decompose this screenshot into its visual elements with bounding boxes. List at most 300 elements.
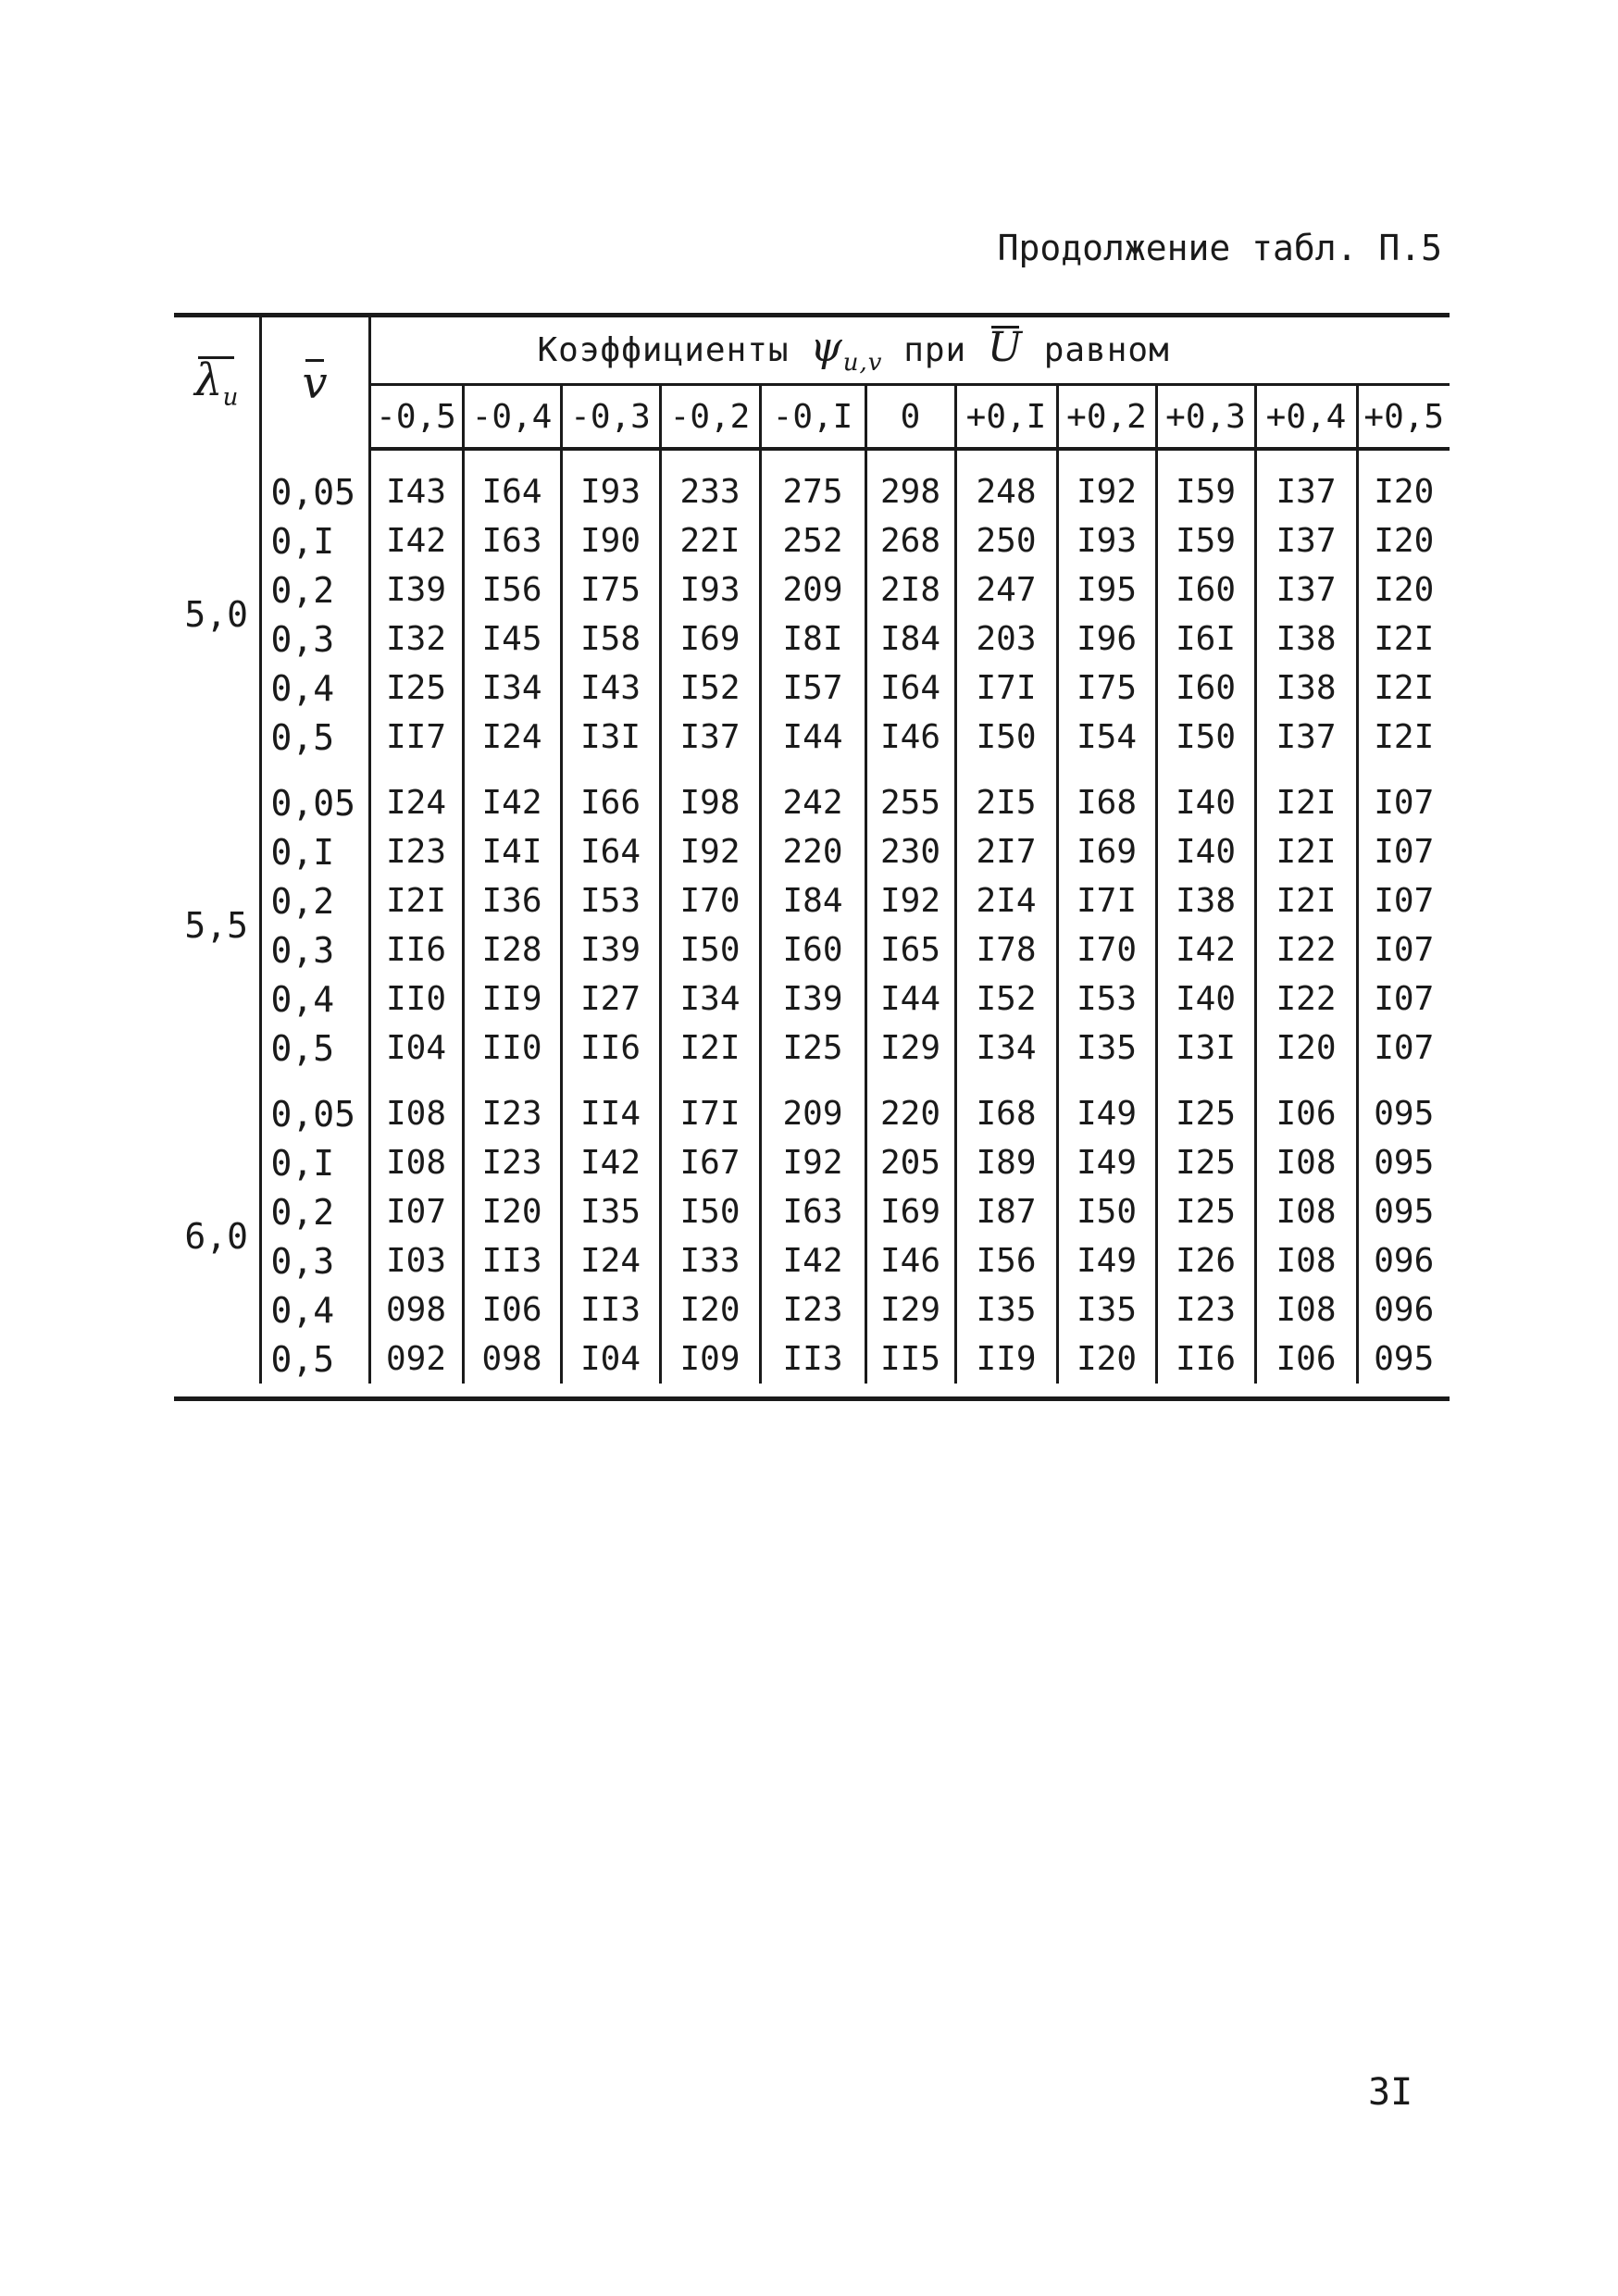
coefficient-cell: I46 — [865, 713, 955, 762]
spacer-cell — [1057, 449, 1156, 467]
coefficient-cell: I38 — [1255, 614, 1357, 664]
table-row — [174, 1285, 1450, 1334]
spacer-cell — [865, 1073, 955, 1089]
spacer-cell — [561, 449, 660, 467]
spacer-cell — [760, 1073, 865, 1089]
spacer-cell — [865, 449, 955, 467]
coefficient-cell: I23 — [1156, 1285, 1255, 1334]
coefficient-cell: I92 — [1057, 467, 1156, 516]
coefficient-cell: I42 — [760, 1236, 865, 1285]
coefficient-cell: I2I — [1374, 669, 1435, 707]
coefficient-cell: I25 — [369, 664, 463, 713]
coefficient-cell: I25 — [1156, 1138, 1255, 1187]
coefficient-cell: I3I — [561, 713, 660, 762]
coefficient-cell: I39 — [561, 925, 660, 974]
u-symbol: U — [987, 323, 1023, 371]
coefficient-cell: 247 — [955, 565, 1057, 614]
coefficient-cell: I4I — [463, 827, 561, 876]
coefficient-cell: 230 — [865, 827, 955, 876]
coefficient-cell: I07 — [1374, 980, 1435, 1018]
spacer-cell — [1057, 762, 1156, 778]
spacer-cell — [174, 1073, 260, 1089]
spacer-cell — [463, 762, 561, 778]
coefficient-cell: II6 — [369, 925, 463, 974]
coefficient-cell: I49 — [1057, 1138, 1156, 1187]
v-value: 0,2 — [260, 565, 369, 614]
coefficient-cell: I35 — [561, 1187, 660, 1236]
coefficient-cell: I50 — [1156, 713, 1255, 762]
coefficient-cell: 242 — [760, 778, 865, 827]
table-row — [174, 1138, 1450, 1187]
spacer-cell — [660, 762, 760, 778]
lambda-header — [174, 316, 260, 449]
table-row — [174, 827, 1450, 876]
spacer-cell — [463, 449, 561, 467]
coefficient-cell: I04 — [561, 1334, 660, 1384]
coefficient-cell: I23 — [760, 1285, 865, 1334]
coefficient-cell: I6I — [1156, 614, 1255, 664]
spacer-cell — [174, 449, 260, 467]
coefficient-cell: I40 — [1156, 974, 1255, 1024]
coefficient-cell: 252 — [760, 516, 865, 565]
coefficient-cell: I43 — [369, 467, 463, 516]
coefficient-cell: I04 — [369, 1024, 463, 1073]
column-header: +0,3 — [1156, 385, 1255, 450]
coefficient-cell: 096 — [1374, 1242, 1435, 1280]
coefficient-cell: I25 — [760, 1024, 865, 1073]
coefficient-cell: II3 — [760, 1334, 865, 1384]
lambda-symbol: $\lambda_u$ — [194, 354, 239, 412]
coefficient-cell: 203 — [955, 614, 1057, 664]
coefficient-cell: I53 — [1057, 974, 1156, 1024]
column-header: +0,4 — [1255, 385, 1357, 450]
coefficient-cell: II9 — [463, 974, 561, 1024]
v-value: 0,5 — [260, 713, 369, 762]
coefficient-cell: I37 — [1255, 516, 1357, 565]
coefficient-cell: I92 — [760, 1138, 865, 1187]
coefficient-cell: 2I7 — [955, 827, 1057, 876]
coefficient-cell: II9 — [955, 1334, 1057, 1384]
coefficient-cell: I38 — [1156, 876, 1255, 925]
coefficient-cell: I3I — [1156, 1024, 1255, 1073]
table-row — [174, 713, 1450, 762]
table-row — [174, 1236, 1450, 1285]
coefficient-cell: I07 — [1374, 833, 1435, 871]
coefficient-cell: I08 — [1255, 1236, 1357, 1285]
coefficient-cell: I2I — [1374, 620, 1435, 658]
coefficient-cell: I07 — [369, 1187, 463, 1236]
spacer-cell — [955, 449, 1057, 467]
v-value: 0,3 — [260, 925, 369, 974]
column-header: -0,4 — [463, 385, 561, 450]
spacer-cell — [463, 1073, 561, 1089]
coefficient-cell: I59 — [1156, 516, 1255, 565]
coefficient-cell: I63 — [463, 516, 561, 565]
table-row — [174, 614, 1450, 664]
group-header-suffix: равном — [1043, 330, 1170, 369]
table-row — [174, 778, 1450, 827]
v-value: 0,05 — [260, 467, 369, 516]
table-row — [174, 876, 1450, 925]
coefficient-cell: I60 — [1156, 664, 1255, 713]
coefficient-cell: 209 — [760, 1089, 865, 1138]
lambda-value: 5,5 — [174, 778, 260, 1073]
table-caption: Продолжение табл. П.5 — [997, 228, 1442, 268]
coefficient-cell: I37 — [1255, 467, 1357, 516]
coefficient-cell: I75 — [561, 565, 660, 614]
spacer-cell — [1357, 1073, 1450, 1089]
coefficient-cell: I2I — [1255, 778, 1357, 827]
coefficient-cell: II4 — [561, 1089, 660, 1138]
coefficient-cell: I69 — [1057, 827, 1156, 876]
coefficient-cell: I44 — [760, 713, 865, 762]
v-value: 0,5 — [260, 1024, 369, 1073]
coefficient-cell: I64 — [463, 467, 561, 516]
coefficient-cell: I37 — [1255, 565, 1357, 614]
spacer-cell — [561, 1073, 660, 1089]
spacer-cell — [1357, 762, 1450, 778]
coefficient-cell: 220 — [760, 827, 865, 876]
v-value: 0,4 — [260, 974, 369, 1024]
column-header: 0 — [865, 385, 955, 450]
coefficient-cell: I93 — [561, 467, 660, 516]
coefficient-cell: 220 — [865, 1089, 955, 1138]
coefficient-cell: I64 — [865, 664, 955, 713]
table-row — [174, 1334, 1450, 1384]
coefficient-cell: I25 — [1156, 1187, 1255, 1236]
coefficient-cell: I52 — [955, 974, 1057, 1024]
column-header: +0,2 — [1057, 385, 1156, 450]
coefficient-cell: I46 — [865, 1236, 955, 1285]
coefficient-cell: I03 — [369, 1236, 463, 1285]
coefficient-cell: I57 — [760, 664, 865, 713]
coefficient-cell: 095 — [1374, 1340, 1435, 1378]
coefficient-cell: 098 — [369, 1285, 463, 1334]
v-value: 0,3 — [260, 1236, 369, 1285]
coefficient-cell: I42 — [1156, 925, 1255, 974]
table-row — [174, 565, 1450, 614]
spacer-cell — [369, 449, 463, 467]
spacer-cell — [955, 1073, 1057, 1089]
coefficient-cell: 2I5 — [955, 778, 1057, 827]
coefficient-cell: I98 — [660, 778, 760, 827]
coefficient-cell: I29 — [865, 1285, 955, 1334]
coefficient-cell: II7 — [369, 713, 463, 762]
coefficient-cell: I68 — [955, 1089, 1057, 1138]
coefficient-cell: I59 — [1156, 467, 1255, 516]
coefficient-cell: I22 — [1255, 925, 1357, 974]
coefficient-cell: II0 — [463, 1024, 561, 1073]
coefficient-cell: I95 — [1057, 565, 1156, 614]
spacer-cell — [660, 1073, 760, 1089]
coefficient-cell: I23 — [463, 1089, 561, 1138]
coefficient-cell: I53 — [561, 876, 660, 925]
coefficient-cell: I50 — [1057, 1187, 1156, 1236]
coefficient-cell: I45 — [463, 614, 561, 664]
coefficient-cell: I96 — [1057, 614, 1156, 664]
coefficient-cell: I63 — [760, 1187, 865, 1236]
table-row — [174, 1024, 1450, 1073]
coefficient-cell: I34 — [955, 1024, 1057, 1073]
coefficient-cell: I08 — [1255, 1187, 1357, 1236]
v-header — [260, 316, 369, 449]
coefficient-cell: 2I4 — [955, 876, 1057, 925]
coefficient-cell: II0 — [369, 974, 463, 1024]
coefficient-cell: I68 — [1057, 778, 1156, 827]
coefficient-cell: I93 — [660, 565, 760, 614]
coefficient-cell: 268 — [865, 516, 955, 565]
coefficient-cell: I56 — [955, 1236, 1057, 1285]
coefficient-cell: I87 — [955, 1187, 1057, 1236]
coefficient-cell: I20 — [1374, 473, 1435, 511]
coefficient-cell: I78 — [955, 925, 1057, 974]
coefficient-cell: I49 — [1057, 1089, 1156, 1138]
coefficient-cell: I09 — [660, 1334, 760, 1384]
coefficient-cell: I35 — [955, 1285, 1057, 1334]
coefficient-cell: 250 — [955, 516, 1057, 565]
coefficient-cell: I34 — [463, 664, 561, 713]
coefficient-cell: I20 — [1057, 1334, 1156, 1384]
coefficient-cell: I67 — [660, 1138, 760, 1187]
column-header: -0,I — [760, 385, 865, 450]
coefficient-cell: 248 — [955, 467, 1057, 516]
coefficient-cell: I90 — [561, 516, 660, 565]
coefficient-cell: I23 — [463, 1138, 561, 1187]
psi-symbol: $\psi_{u,v}$ — [810, 323, 883, 377]
coefficient-cell: 233 — [660, 467, 760, 516]
coefficient-cell: I23 — [369, 827, 463, 876]
coefficient-cell: I43 — [561, 664, 660, 713]
spacer-cell — [955, 762, 1057, 778]
coefficient-cell: I7I — [660, 1089, 760, 1138]
coefficient-cell: I7I — [1057, 876, 1156, 925]
coefficient-cell: I07 — [1374, 1029, 1435, 1067]
coefficient-cell: I49 — [1057, 1236, 1156, 1285]
coefficient-cell: I07 — [1374, 882, 1435, 920]
coefficient-cell: II6 — [1156, 1334, 1255, 1384]
spacer-cell — [1357, 449, 1450, 467]
column-header: -0,3 — [561, 385, 660, 450]
coefficient-cell: I50 — [660, 925, 760, 974]
coefficient-cell: I50 — [955, 713, 1057, 762]
coefficient-cell: I37 — [1255, 713, 1357, 762]
coefficient-cell: I40 — [1156, 778, 1255, 827]
coefficient-cell: 209 — [760, 565, 865, 614]
coefficient-cell: I93 — [1057, 516, 1156, 565]
coefficient-cell: I69 — [660, 614, 760, 664]
coefficient-cell: I52 — [660, 664, 760, 713]
coefficient-cell: I39 — [369, 565, 463, 614]
v-value: 0,4 — [260, 664, 369, 713]
coefficient-cell: I38 — [1255, 664, 1357, 713]
coefficient-cell: I50 — [660, 1187, 760, 1236]
table-bottom-rule — [174, 1396, 1450, 1401]
spacer-cell — [1255, 762, 1357, 778]
coefficient-cell: 22I — [660, 516, 760, 565]
coefficient-cell: I39 — [760, 974, 865, 1024]
v-value: 0,I — [260, 516, 369, 565]
coefficient-group-header — [369, 316, 1450, 385]
coefficient-cell: I75 — [1057, 664, 1156, 713]
column-header: +0,5 — [1357, 385, 1450, 450]
coefficient-cell: 096 — [1374, 1291, 1435, 1329]
group-spacer — [174, 449, 1450, 467]
coefficient-cell: I28 — [463, 925, 561, 974]
spacer-cell — [1156, 449, 1255, 467]
coefficient-cell: I2I — [369, 876, 463, 925]
v-value: 0,I — [260, 1138, 369, 1187]
coefficient-cell: I7I — [955, 664, 1057, 713]
coefficient-cell: I29 — [865, 1024, 955, 1073]
coefficient-cell: 095 — [1374, 1193, 1435, 1231]
column-header: -0,5 — [369, 385, 463, 450]
coefficient-cell: 095 — [1374, 1144, 1435, 1182]
table-body — [174, 449, 1450, 1384]
coefficient-cell: I70 — [660, 876, 760, 925]
spacer-cell — [369, 1073, 463, 1089]
coefficient-cell: II5 — [865, 1334, 955, 1384]
spacer-cell — [174, 762, 260, 778]
coefficient-cell: I60 — [1156, 565, 1255, 614]
spacer-cell — [1255, 449, 1357, 467]
coefficient-cell: 298 — [865, 467, 955, 516]
coefficient-cell: 275 — [760, 467, 865, 516]
coefficient-cell: I37 — [660, 713, 760, 762]
spacer-cell — [369, 762, 463, 778]
coefficient-cell: 255 — [865, 778, 955, 827]
coefficient-cell: I2I — [1374, 718, 1435, 756]
v-symbol: v — [302, 356, 328, 409]
coefficient-cell: I07 — [1374, 784, 1435, 822]
coefficient-cell: I08 — [369, 1138, 463, 1187]
coefficient-cell: I24 — [561, 1236, 660, 1285]
coefficient-cell: I70 — [1057, 925, 1156, 974]
table-row — [174, 1089, 1450, 1138]
coefficient-cell: I25 — [1156, 1089, 1255, 1138]
coefficient-cell: I08 — [369, 1089, 463, 1138]
coefficient-cell: I34 — [660, 974, 760, 1024]
coefficient-cell: I54 — [1057, 713, 1156, 762]
spacer-cell — [1156, 1073, 1255, 1089]
coefficient-cell: I07 — [1374, 931, 1435, 969]
v-value: 0,05 — [260, 778, 369, 827]
table-row — [174, 974, 1450, 1024]
lambda-value: 6,0 — [174, 1089, 260, 1384]
coefficient-table — [174, 316, 1450, 1384]
coefficient-cell: I36 — [463, 876, 561, 925]
table-row — [174, 1187, 1450, 1236]
coefficient-cell: I33 — [660, 1236, 760, 1285]
v-value: 0,05 — [260, 1089, 369, 1138]
coefficient-cell: I56 — [463, 565, 561, 614]
coefficient-cell: 095 — [1374, 1095, 1435, 1133]
table-row — [174, 664, 1450, 713]
spacer-cell — [1156, 762, 1255, 778]
coefficient-cell: 2I8 — [865, 565, 955, 614]
page-number: 3I — [1368, 2071, 1413, 2114]
spacer-cell — [1255, 1073, 1357, 1089]
spacer-cell — [561, 762, 660, 778]
table-row — [174, 925, 1450, 974]
coefficient-cell: I8I — [760, 614, 865, 664]
lambda-value: 5,0 — [174, 467, 260, 762]
coefficient-cell: I42 — [561, 1138, 660, 1187]
coefficient-cell: I66 — [561, 778, 660, 827]
v-value: 0,4 — [260, 1285, 369, 1334]
group-header-mid: при — [903, 330, 967, 369]
coefficient-cell: I60 — [760, 925, 865, 974]
coefficient-cell: I20 — [1255, 1024, 1357, 1073]
v-value: 0,5 — [260, 1334, 369, 1384]
coefficient-cell: I2I — [1255, 827, 1357, 876]
spacer-cell — [660, 449, 760, 467]
coefficient-cell: II6 — [561, 1024, 660, 1073]
coefficient-cell: I2I — [1255, 876, 1357, 925]
coefficient-cell: I84 — [865, 614, 955, 664]
coefficient-cell: I06 — [1255, 1334, 1357, 1384]
coefficient-cell: I44 — [865, 974, 955, 1024]
coefficient-cell: I06 — [463, 1285, 561, 1334]
spacer-cell — [865, 762, 955, 778]
coefficient-cell: I20 — [1374, 571, 1435, 609]
v-value: 0,3 — [260, 614, 369, 664]
coefficient-cell: II3 — [561, 1285, 660, 1334]
coefficient-cell: I22 — [1255, 974, 1357, 1024]
group-spacer — [174, 1073, 1450, 1089]
coefficient-cell: I89 — [955, 1138, 1057, 1187]
spacer-cell — [260, 449, 369, 467]
column-header: -0,2 — [660, 385, 760, 450]
coefficient-cell: 092 — [369, 1334, 463, 1384]
v-value: 0,2 — [260, 876, 369, 925]
coefficient-cell: I84 — [760, 876, 865, 925]
coefficient-cell: I64 — [561, 827, 660, 876]
coefficient-cell: I20 — [1374, 522, 1435, 560]
coefficient-cell: I92 — [660, 827, 760, 876]
coefficient-cell: I32 — [369, 614, 463, 664]
group-spacer — [174, 762, 1450, 778]
v-value: 0,I — [260, 827, 369, 876]
coefficient-cell: I27 — [561, 974, 660, 1024]
coefficient-cell: I58 — [561, 614, 660, 664]
group-header-prefix: Коэффициенты — [537, 330, 790, 369]
coefficient-cell: I35 — [1057, 1024, 1156, 1073]
coefficient-cell: 205 — [865, 1138, 955, 1187]
coefficient-cell: I20 — [463, 1187, 561, 1236]
coefficient-cell: I35 — [1057, 1285, 1156, 1334]
spacer-cell — [260, 1073, 369, 1089]
spacer-cell — [760, 762, 865, 778]
coefficient-cell: II3 — [463, 1236, 561, 1285]
table-row — [174, 516, 1450, 565]
coefficient-cell: I08 — [1255, 1285, 1357, 1334]
coefficient-cell: I42 — [369, 516, 463, 565]
coefficient-cell: I2I — [660, 1024, 760, 1073]
coefficient-cell: I40 — [1156, 827, 1255, 876]
coefficient-cell: I42 — [463, 778, 561, 827]
coefficient-cell: I92 — [865, 876, 955, 925]
spacer-cell — [260, 762, 369, 778]
column-header: +0,I — [955, 385, 1057, 450]
spacer-cell — [760, 449, 865, 467]
coefficient-cell: I26 — [1156, 1236, 1255, 1285]
coefficient-cell: I69 — [865, 1187, 955, 1236]
coefficient-cell: I20 — [660, 1285, 760, 1334]
coefficient-cell: 098 — [463, 1334, 561, 1384]
v-value: 0,2 — [260, 1187, 369, 1236]
coefficient-cell: I24 — [463, 713, 561, 762]
coefficient-cell: I65 — [865, 925, 955, 974]
